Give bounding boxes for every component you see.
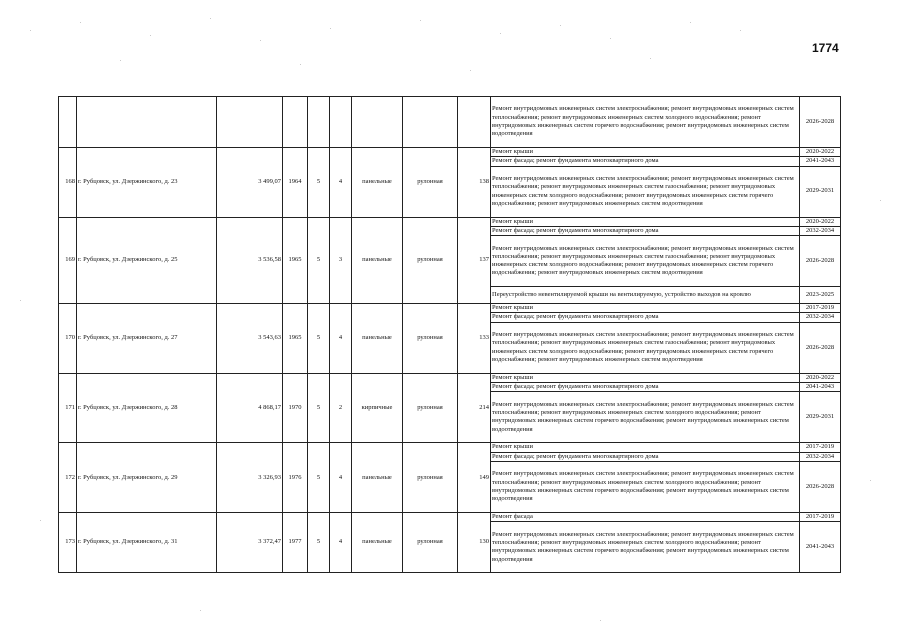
house-roof-type: рулонная [403,373,458,443]
page-number: 1774 [812,41,839,55]
house-build-year: 1965 [283,217,308,304]
work-period: 2023-2025 [800,287,841,304]
work-description: Ремонт крыши [491,148,800,157]
house-roof-type: рулонная [403,304,458,374]
house-area: 4 868,17 [217,373,283,443]
work-period: 2041-2043 [800,383,841,392]
house-floors: 5 [308,373,330,443]
speckle [690,22,691,23]
house-roof-type: рулонная [403,443,458,513]
house-wall-material [352,97,403,148]
table-row [59,217,841,226]
house-entrances: 4 [330,304,352,374]
house-area: 3 536,58 [217,217,283,304]
work-description: Ремонт внутридомовых инженерных систем электроснабжения; ремонт внутридомовых инженерных систем теплоснабжения; ремонт внутридомовых инженерных систем газоснабжения; ремонт внутридомовых инженерных систем холодного водоснабжения; ремонт внутридомовых инженерных систем горячего водоснабжения; ремонт внутридомовых инженерных систем водоотведения [491,322,800,373]
work-description: Ремонт внутридомовых инженерных систем электроснабжения; ремонт внутридомовых инженерных систем теплоснабжения; ремонт внутридомовых инженерных систем холодного водоснабжения; ремонт внутридомовых инженерных систем горячего водоснабжения; ремонт внутридомовых инженерных систем водоотведения [491,461,800,512]
house-number: 173 [59,512,77,572]
house-floors: 5 [308,304,330,374]
work-description: Ремонт крыши [491,443,800,452]
work-description: Ремонт фасада; ремонт фундамента многоквартирного дома [491,313,800,322]
table-row [59,97,841,148]
house-wall-material: панельные [352,443,403,513]
table-row [59,148,841,157]
work-period: 2026-2028 [800,461,841,512]
house-area [217,97,283,148]
house-entrances: 4 [330,512,352,572]
work-period: 2026-2028 [800,236,841,287]
work-period: 2032-2034 [800,226,841,235]
speckle [870,480,871,481]
house-floors: 5 [308,217,330,304]
house-area: 3 372,47 [217,512,283,572]
speckle [30,30,31,31]
speckle [200,610,201,611]
house-number: 171 [59,373,77,443]
work-period: 2032-2034 [800,452,841,461]
work-description: Ремонт внутридомовых инженерных систем электроснабжения; ремонт внутридомовых инженерных систем теплоснабжения; ремонт внутридомовых инженерных систем холодного водоснабжения; ремонт внутридомовых инженерных систем горячего водоснабжения; ремонт внутридомовых инженерных систем водоотведения [491,392,800,443]
speckle [650,58,651,59]
work-description: Ремонт крыши [491,217,800,226]
speckle [40,520,41,521]
work-period: 2029-2031 [800,392,841,443]
work-period: 2026-2028 [800,322,841,373]
speckle [560,25,561,26]
house-build-year: 1964 [283,148,308,218]
house-roof-type: рулонная [403,512,458,572]
house-entrances: 3 [330,217,352,304]
speckle [300,64,301,65]
speckle [20,300,21,301]
house-number: 169 [59,217,77,304]
house-number: 168 [59,148,77,218]
work-description: Ремонт внутридомовых инженерных систем электроснабжения; ремонт внутридомовых инженерных систем теплоснабжения; ремонт внутридомовых инженерных систем холодного водоснабжения; ремонт внутридомовых инженерных систем горячего водоснабжения; ремонт внутридомовых инженерных систем водоотведения [491,522,800,573]
house-wall-material: панельные [352,217,403,304]
work-period: 2041-2043 [800,522,841,573]
house-floors [308,97,330,148]
work-description: Ремонт фасада [491,512,800,521]
table-row [59,443,841,452]
house-entrances: 4 [330,443,352,513]
house-floors: 5 [308,512,330,572]
work-period: 2017-2019 [800,304,841,313]
table-row [59,373,841,382]
table-row [59,512,841,521]
work-description: Ремонт фасада; ремонт фундамента многоквартирного дома [491,452,800,461]
house-roof-type: рулонная [403,148,458,218]
house-wall-material: панельные [352,148,403,218]
speckle [260,40,261,41]
house-residents [458,97,491,148]
speckle [500,33,501,34]
work-description: Ремонт крыши [491,304,800,313]
house-wall-material: панельные [352,304,403,374]
house-address: г. Рубцовск, ул. Дзержинского, д. 28 [77,373,217,443]
house-build-year [283,97,308,148]
house-floors: 5 [308,443,330,513]
house-wall-material: кирпичные [352,373,403,443]
house-residents: 133 [458,304,491,374]
work-period: 2032-2034 [800,313,841,322]
speckle [610,38,611,39]
work-period: 2020-2022 [800,217,841,226]
house-build-year: 1976 [283,443,308,513]
house-number: 172 [59,443,77,513]
work-period: 2026-2028 [800,97,841,148]
speckle [880,200,881,201]
house-build-year: 1965 [283,304,308,374]
house-wall-material: панельные [352,512,403,572]
work-description: Ремонт фасада; ремонт фундамента многоквартирного дома [491,226,800,235]
house-area: 3 326,93 [217,443,283,513]
house-area: 3 499,07 [217,148,283,218]
speckle [80,22,81,23]
work-description: Ремонт крыши [491,373,800,382]
house-residents: 130 [458,512,491,572]
speckle [150,35,151,36]
house-roof-type: рулонная [403,217,458,304]
house-entrances: 2 [330,373,352,443]
work-period: 2020-2022 [800,148,841,157]
house-address: г. Рубцовск, ул. Дзержинского, д. 23 [77,148,217,218]
house-build-year: 1977 [283,512,308,572]
house-address: г. Рубцовск, ул. Дзержинского, д. 29 [77,443,217,513]
work-description: Ремонт фасада; ремонт фундамента многоквартирного дома [491,157,800,166]
house-number [59,97,77,148]
house-entrances [330,97,352,148]
speckle [120,60,121,61]
house-roof-type [403,97,458,148]
house-address: г. Рубцовск, ул. Дзержинского, д. 25 [77,217,217,304]
house-address [77,97,217,148]
work-description: Ремонт внутридомовых инженерных систем электроснабжения; ремонт внутридомовых инженерных систем теплоснабжения; ремонт внутридомовых инженерных систем газоснабжения; ремонт внутридомовых инженерных систем холодного водоснабжения; ремонт внутридомовых инженерных систем горячего водоснабжения; ремонт внутридомовых инженерных систем водоотведения [491,236,800,287]
work-period: 2017-2019 [800,512,841,521]
house-floors: 5 [308,148,330,218]
house-address: г. Рубцовск, ул. Дзержинского, д. 31 [77,512,217,572]
house-area: 3 543,63 [217,304,283,374]
house-build-year: 1970 [283,373,308,443]
work-period: 2020-2022 [800,373,841,382]
work-description: Ремонт внутридомовых инженерных систем электроснабжения; ремонт внутридомовых инженерных систем теплоснабжения; ремонт внутридомовых инженерных систем газоснабжения; ремонт внутридомовых инженерных систем холодного водоснабжения; ремонт внутридомовых инженерных систем горячего водоснабжения; ремонт внутридомовых инженерных систем водоотведения [491,166,800,217]
house-residents: 137 [458,217,491,304]
work-description: Ремонт внутридомовых инженерных систем электроснабжения; ремонт внутридомовых инженерных систем теплоснабжения; ремонт внутридомовых инженерных систем холодного водоснабжения; ремонт внутридомовых инженерных систем горячего водоснабжения; ремонт внутридомовых инженерных систем водоотведения [491,97,800,148]
house-residents: 149 [458,443,491,513]
house-entrances: 4 [330,148,352,218]
work-period: 2029-2031 [800,166,841,217]
house-residents: 214 [458,373,491,443]
speckle [600,620,601,621]
house-number: 170 [59,304,77,374]
work-description: Переустройство невентилируемой крыши на вентилируемую, устройство выходов на кровлю [491,287,800,304]
work-description: Ремонт фасада; ремонт фундамента многоквартирного дома [491,383,800,392]
house-address: г. Рубцовск, ул. Дзержинского, д. 27 [77,304,217,374]
work-period: 2017-2019 [800,443,841,452]
speckle [210,18,211,19]
table-row [59,304,841,313]
capital-repair-table [58,96,841,573]
speckle [330,28,331,29]
speckle [420,20,421,21]
speckle [470,70,471,71]
house-residents: 138 [458,148,491,218]
speckle [740,30,741,31]
work-period: 2041-2043 [800,157,841,166]
